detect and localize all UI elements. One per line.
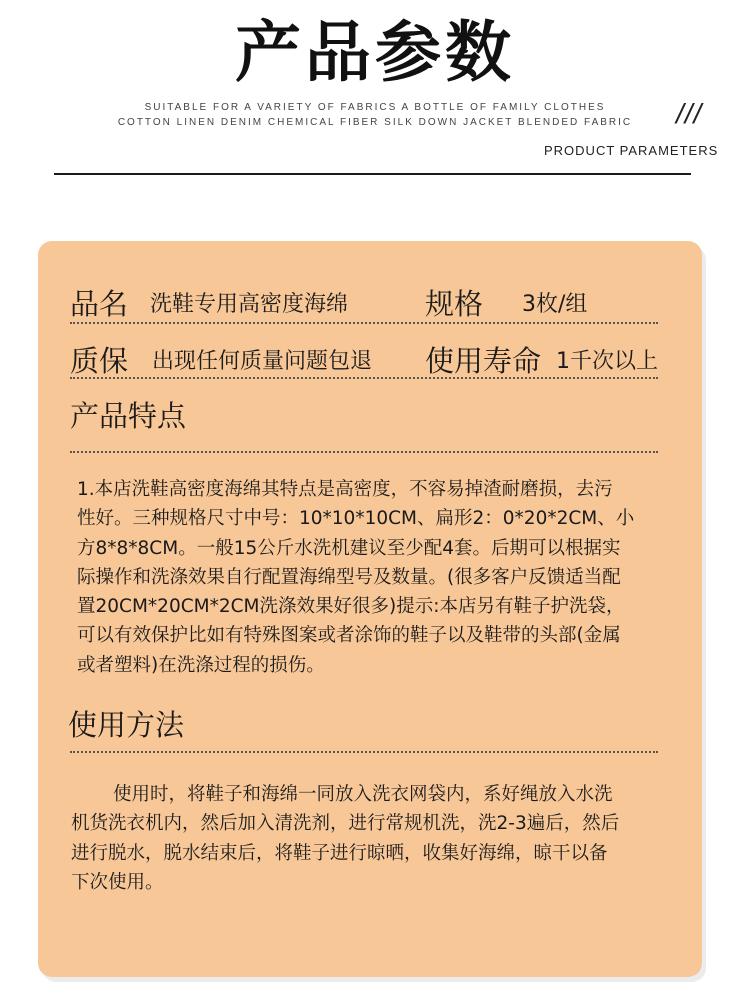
text-line: 下次使用。 xyxy=(71,871,164,893)
spec-value: 3枚/组 xyxy=(522,292,588,317)
features-text xyxy=(77,475,677,680)
features-heading: 产品特点 xyxy=(70,399,187,433)
text-line: 或者塑料)在洗涤过程的损伤。 xyxy=(77,654,325,676)
decorative-slashes: /// xyxy=(676,98,703,129)
text-line: 可以有效保护比如有特殊图案或者涂饰的鞋子以及鞋带的头部(金属 xyxy=(77,625,621,647)
text-line: 机货洗衣机内，然后加入清洗剂，进行常规机洗，洗2-3遍后，然后 xyxy=(71,813,620,835)
life-value: 1千次以上 xyxy=(556,349,658,374)
text-line: 1.本店洗鞋高密度海绵其特点是高密度，不容易掉渣耐磨损，去污 xyxy=(77,479,613,500)
life-label: 使用寿命 xyxy=(425,344,542,378)
divider-dotted xyxy=(70,322,658,324)
subtitle-line-2: COTTON LINEN DENIM CHEMICAL FIBER SILK DOWN JACKET BLENDED FABRIC xyxy=(117,117,633,128)
subtitle-line-1: SUITABLE FOR A VARIETY OF FABRICS A BOTTLE OF FAMILY CLOTHES xyxy=(144,102,606,113)
text-line: 进行脱水，脱水结束后，将鞋子进行晾晒，收集好海绵，晾干以备 xyxy=(71,842,608,864)
divider-dotted xyxy=(70,451,658,453)
warranty-label: 质保 xyxy=(70,344,129,378)
usage-heading: 使用方法 xyxy=(68,708,185,742)
text-line: 性好。三种规格尺寸中号：10*10*10CM、扁形2：0*20*2CM、小 xyxy=(77,508,635,530)
page-title: 产品参数 xyxy=(235,14,515,91)
name-label: 品名 xyxy=(70,287,129,321)
divider-dotted xyxy=(70,377,658,379)
name-value: 洗鞋专用高密度海绵 xyxy=(150,292,349,317)
header-divider xyxy=(54,173,691,175)
section-tag: PRODUCT PARAMETERS xyxy=(544,143,719,158)
spec-label: 规格 xyxy=(425,287,484,321)
usage-text xyxy=(71,780,681,897)
text-line: 方8*8*8CM。一般15公斤水洗机建议至少配4套。后期可以根据实 xyxy=(77,537,621,559)
warranty-value: 出现任何质量问题包退 xyxy=(152,349,373,374)
divider-dotted xyxy=(70,751,658,753)
text-line: 际操作和洗涤效果自行配置海绵型号及数量。(很多客户反馈适当配 xyxy=(77,566,621,588)
text-line: 使用时，将鞋子和海绵一同放入洗衣网袋内，系好绳放入水洗 xyxy=(113,784,613,805)
text-line: 置20CM*20CM*2CM洗涤效果好很多)提示:本店另有鞋子护洗袋， xyxy=(77,596,625,618)
